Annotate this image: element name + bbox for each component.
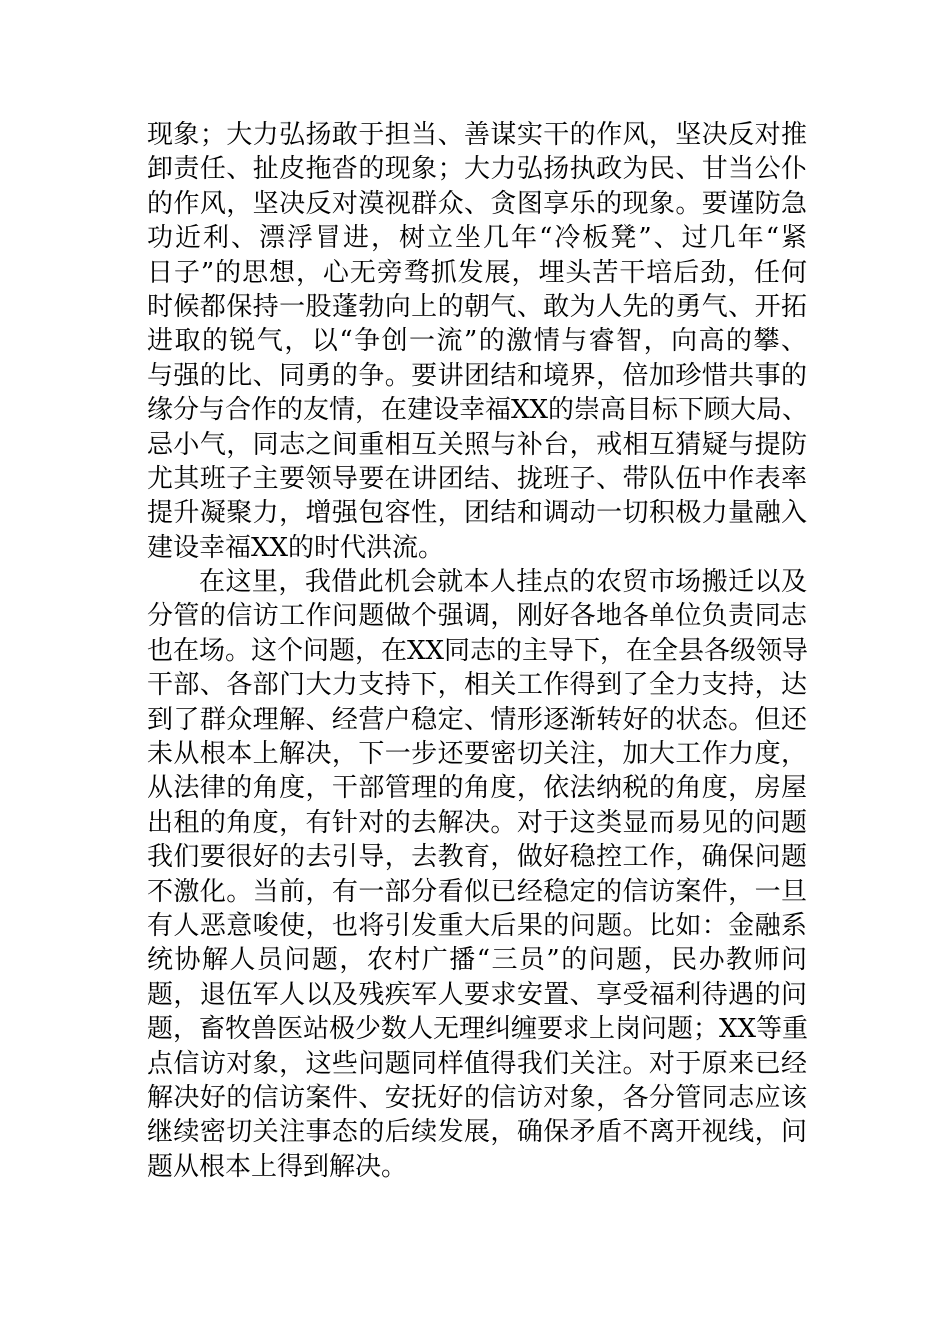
paragraph-1 <box>147 118 807 565</box>
text-line: 提升凝聚力，增强包容性，团结和调动一切积极力量融入 <box>147 498 807 529</box>
text-line: 功近利、漂浮冒进，树立坐几年“冷板凳”、过几年“紧 <box>147 223 807 254</box>
text-line: 继续密切关注事态的后续发展，确保矛盾不离开视线，问 <box>147 1117 807 1148</box>
text-line: 到了群众理解、经营户稳定、情形逐渐转好的状态。但还 <box>147 704 807 735</box>
text-line: 卸责任、扯皮拖沓的现象；大力弘扬执政为民、甘当公仆 <box>147 154 807 185</box>
text-line: 忌小气，同志之间重相互关照与补台，戒相互猜疑与提防 <box>147 429 807 460</box>
text-line: 未从根本上解决，下一步还要密切关注，加大工作力度， <box>147 739 807 770</box>
text-line: 题，畜牧兽医站极少数人无理纠缠要求上岗问题；XX等重 <box>147 1014 809 1045</box>
document-body <box>147 118 807 1184</box>
text-line: 也在场。这个问题，在XX同志的主导下，在全县各级领导 <box>147 635 809 666</box>
text-line: 有人恶意唆使，也将引发重大后果的问题。比如：金融系 <box>147 910 807 941</box>
text-line: 出租的角度，有针对的去解决。对于这类显而易见的问题 <box>147 807 807 838</box>
text-line: 从法律的角度，干部管理的角度，依法纳税的角度，房屋 <box>147 773 807 804</box>
text-line: 题从根本上得到解决。 <box>147 1151 408 1182</box>
text-line: 建设幸福XX的时代洪流。 <box>147 532 445 563</box>
text-line: 与强的比、同勇的争。要讲团结和境界，倍加珍惜共事的 <box>147 360 807 391</box>
text-line: 点信访对象，这些问题同样值得我们关注。对于原来已经 <box>147 1048 807 1079</box>
text-line: 现象；大力弘扬敢于担当、善谋实干的作风，坚决反对推 <box>147 120 807 150</box>
text-line: 的作风，坚决反对漠视群众、贪图享乐的现象。要谨防急 <box>147 188 807 219</box>
paragraph-2 <box>147 565 807 1184</box>
text-line: 日子”的思想，心无旁骛抓发展，埋头苦干培后劲，任何 <box>147 257 807 288</box>
text-line: 统协解人员问题，农村广播“三员”的问题，民办教师问 <box>147 945 807 976</box>
text-line: 尤其班子主要领导要在讲团结、拢班子、带队伍中作表率 <box>147 463 807 494</box>
text-line: 解决好的信访案件、安抚好的信访对象，各分管同志应该 <box>147 1082 807 1113</box>
text-line: 分管的信访工作问题做个强调，刚好各地各单位负责同志 <box>147 601 807 632</box>
text-line: 题，退伍军人以及残疾军人要求安置、享受福利待遇的问 <box>147 979 807 1010</box>
text-line: 缘分与合作的友情，在建设幸福XX的崇高目标下顾大局、 <box>147 395 809 426</box>
text-line: 干部、各部门大力支持下，相关工作得到了全力支持，达 <box>147 670 807 701</box>
text-line: 进取的锐气，以“争创一流”的激情与睿智，向高的攀、 <box>147 326 807 357</box>
text-line: 不激化。当前，有一部分看似已经稳定的信访案件，一旦 <box>147 876 807 907</box>
text-line: 我们要很好的去引导，去教育，做好稳控工作，确保问题 <box>147 842 807 873</box>
text-line: 时候都保持一股蓬勃向上的朝气、敢为人先的勇气、开拓 <box>147 291 807 322</box>
text-line: 在这里，我借此机会就本人挂点的农贸市场搬迁以及 <box>199 567 807 598</box>
